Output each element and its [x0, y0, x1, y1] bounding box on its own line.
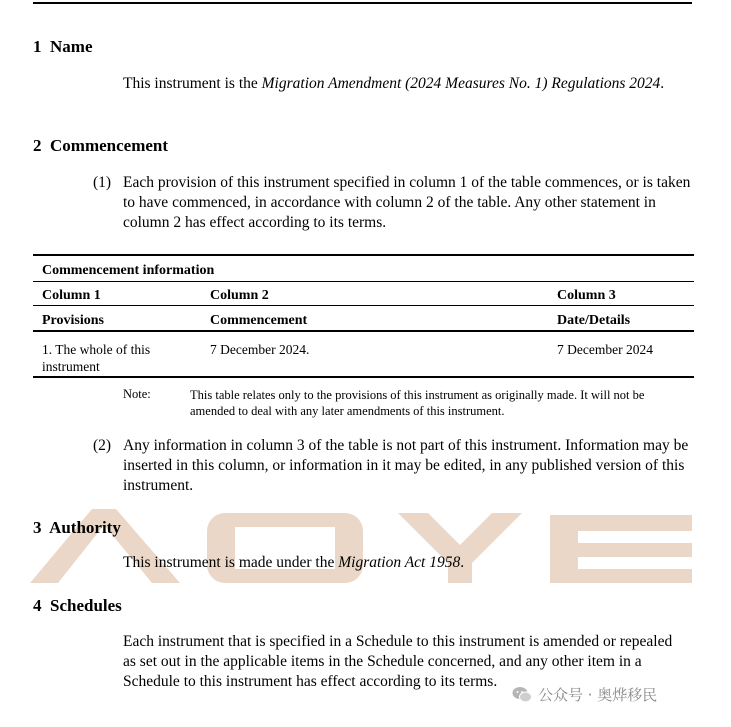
section-4-text: Each instrument that is specified in a Schedule to this instrument is amended or repealed as set out in the applicable items in the Schedule concerned, and any other item in a Schedule to this instrument has effect according to its terms.: [123, 633, 673, 690]
note-text: This table relates only to the provisions of this instrument as originally made. It will not be amended to deal with any later amendments of this instrument.: [190, 388, 645, 418]
sub-header-2: Commencement: [210, 313, 308, 328]
note-label: Note:: [123, 387, 151, 401]
col-header-1: Column 1: [42, 288, 101, 303]
table-rule: [33, 281, 694, 282]
section-title: Schedules: [50, 596, 122, 615]
col-header-3: Column 3: [557, 288, 616, 303]
section-4-heading: [33, 596, 122, 616]
wechat-account-tag: [512, 684, 657, 705]
table-cell: 7 December 2024.: [210, 342, 310, 357]
section-2-heading: [33, 136, 168, 156]
table-bottom-rule: [33, 376, 694, 378]
section-title: Commencement: [50, 136, 169, 155]
table-header-rule: [33, 330, 694, 332]
wechat-icon: [512, 686, 532, 704]
subsection-number: (1): [93, 174, 112, 191]
subsection-2-text: Any information in column 3 of the table is not part of this instrument. Information may be inserted in this column, or information in it may be edited, in any published version of this instrument.: [123, 437, 689, 494]
section-title: Authority: [49, 518, 121, 537]
aoye-watermark-logo: [30, 505, 692, 585]
section-number: 4: [33, 596, 42, 615]
section-number: 3: [33, 518, 42, 537]
text-segment: .: [460, 554, 465, 571]
section-number: 1: [33, 37, 42, 56]
instrument-title: Migration Amendment (2024 Measures No. 1) Regulations 2024: [261, 75, 661, 92]
table-rule: [33, 305, 694, 306]
table-cell: 1. The whole of this instrument: [42, 342, 151, 374]
act-title: Migration Act 1958: [338, 554, 461, 571]
sub-header-3: Date/Details: [557, 313, 631, 328]
section-number: 2: [33, 136, 42, 155]
sub-header-1: Provisions: [42, 313, 104, 328]
table-top-rule: [33, 254, 694, 256]
section-3-heading: [33, 518, 121, 538]
top-rule: [33, 2, 692, 4]
wechat-account-label: 公众号 · 奥烨移民: [538, 686, 658, 704]
section-1-heading: [33, 37, 92, 57]
table-cell: 7 December 2024: [557, 342, 653, 357]
text-segment: .: [660, 75, 665, 92]
text-segment: This instrument is the: [123, 75, 262, 92]
subsection-1-text: Each provision of this instrument specified in column 1 of the table commences, or is taken to have commenced, in accordance with column 2 of the table. Any other statement in column 2 has effect according to its terms.: [123, 174, 691, 231]
section-title: Name: [50, 37, 93, 56]
col-header-2: Column 2: [210, 288, 269, 303]
table-caption: Commencement information: [42, 263, 215, 278]
subsection-number: (2): [93, 437, 112, 454]
text-segment: This instrument is made under the: [123, 554, 339, 571]
section-3-text: [123, 553, 693, 573]
section-1-text: [123, 74, 693, 94]
